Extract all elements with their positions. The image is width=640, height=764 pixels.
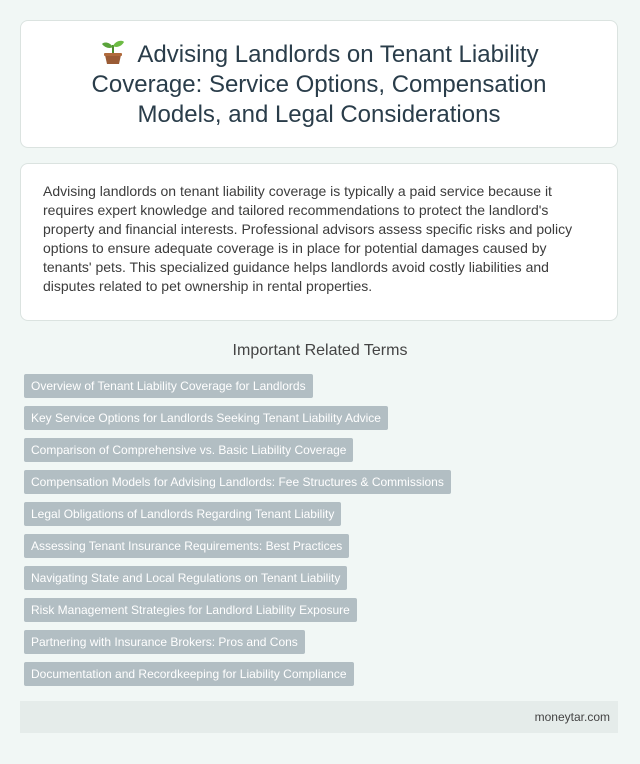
page-title [49, 39, 589, 130]
title-card [20, 20, 618, 148]
related-term-tag[interactable]: Risk Management Strategies for Landlord Liability Exposure [24, 598, 357, 622]
related-term-tag[interactable]: Partnering with Insurance Brokers: Pros and Cons [24, 630, 305, 654]
related-term-tag[interactable]: Legal Obligations of Landlords Regarding Tenant Liability [24, 502, 341, 526]
related-term-tag[interactable]: Navigating State and Local Regulations on Tenant Liability [24, 566, 347, 590]
related-term-tag[interactable]: Assessing Tenant Insurance Requirements: Best Practices [24, 534, 349, 558]
sprout-icon [99, 39, 127, 65]
related-term-tag[interactable]: Key Service Options for Landlords Seeking Tenant Liability Advice [24, 406, 388, 430]
related-terms-heading: Important Related Terms [232, 342, 408, 359]
related-term-tag[interactable]: Comparison of Comprehensive vs. Basic Liability Coverage [24, 438, 353, 462]
summary-card [20, 163, 618, 321]
related-term-tag[interactable]: Compensation Models for Advising Landlords: Fee Structures & Commissions [24, 470, 451, 494]
related-term-tag[interactable]: Documentation and Recordkeeping for Liability Compliance [24, 662, 354, 686]
related-terms-list [24, 374, 616, 694]
related-term-tag[interactable]: Overview of Tenant Liability Coverage for Landlords [24, 374, 313, 398]
footer-brand[interactable]: moneytar.com [534, 710, 610, 724]
page-title-text: Advising Landlords on Tenant Liability Coverage: Service Options, Compensation Models, and Legal Considerations [91, 40, 547, 128]
summary-text: Advising landlords on tenant liability coverage is typically a paid service because it requires expert knowledge and tailored recommendations to protect the landlord's property and financial interests. Professional advisors assess specific risks and policy options to ensure adequate coverage is in place for potential damages caused by tenants' pets. This specialized guidance helps landlords avoid costly liabilities and disputes related to pet ownership in rental properties. [43, 183, 573, 294]
footer [20, 701, 618, 733]
